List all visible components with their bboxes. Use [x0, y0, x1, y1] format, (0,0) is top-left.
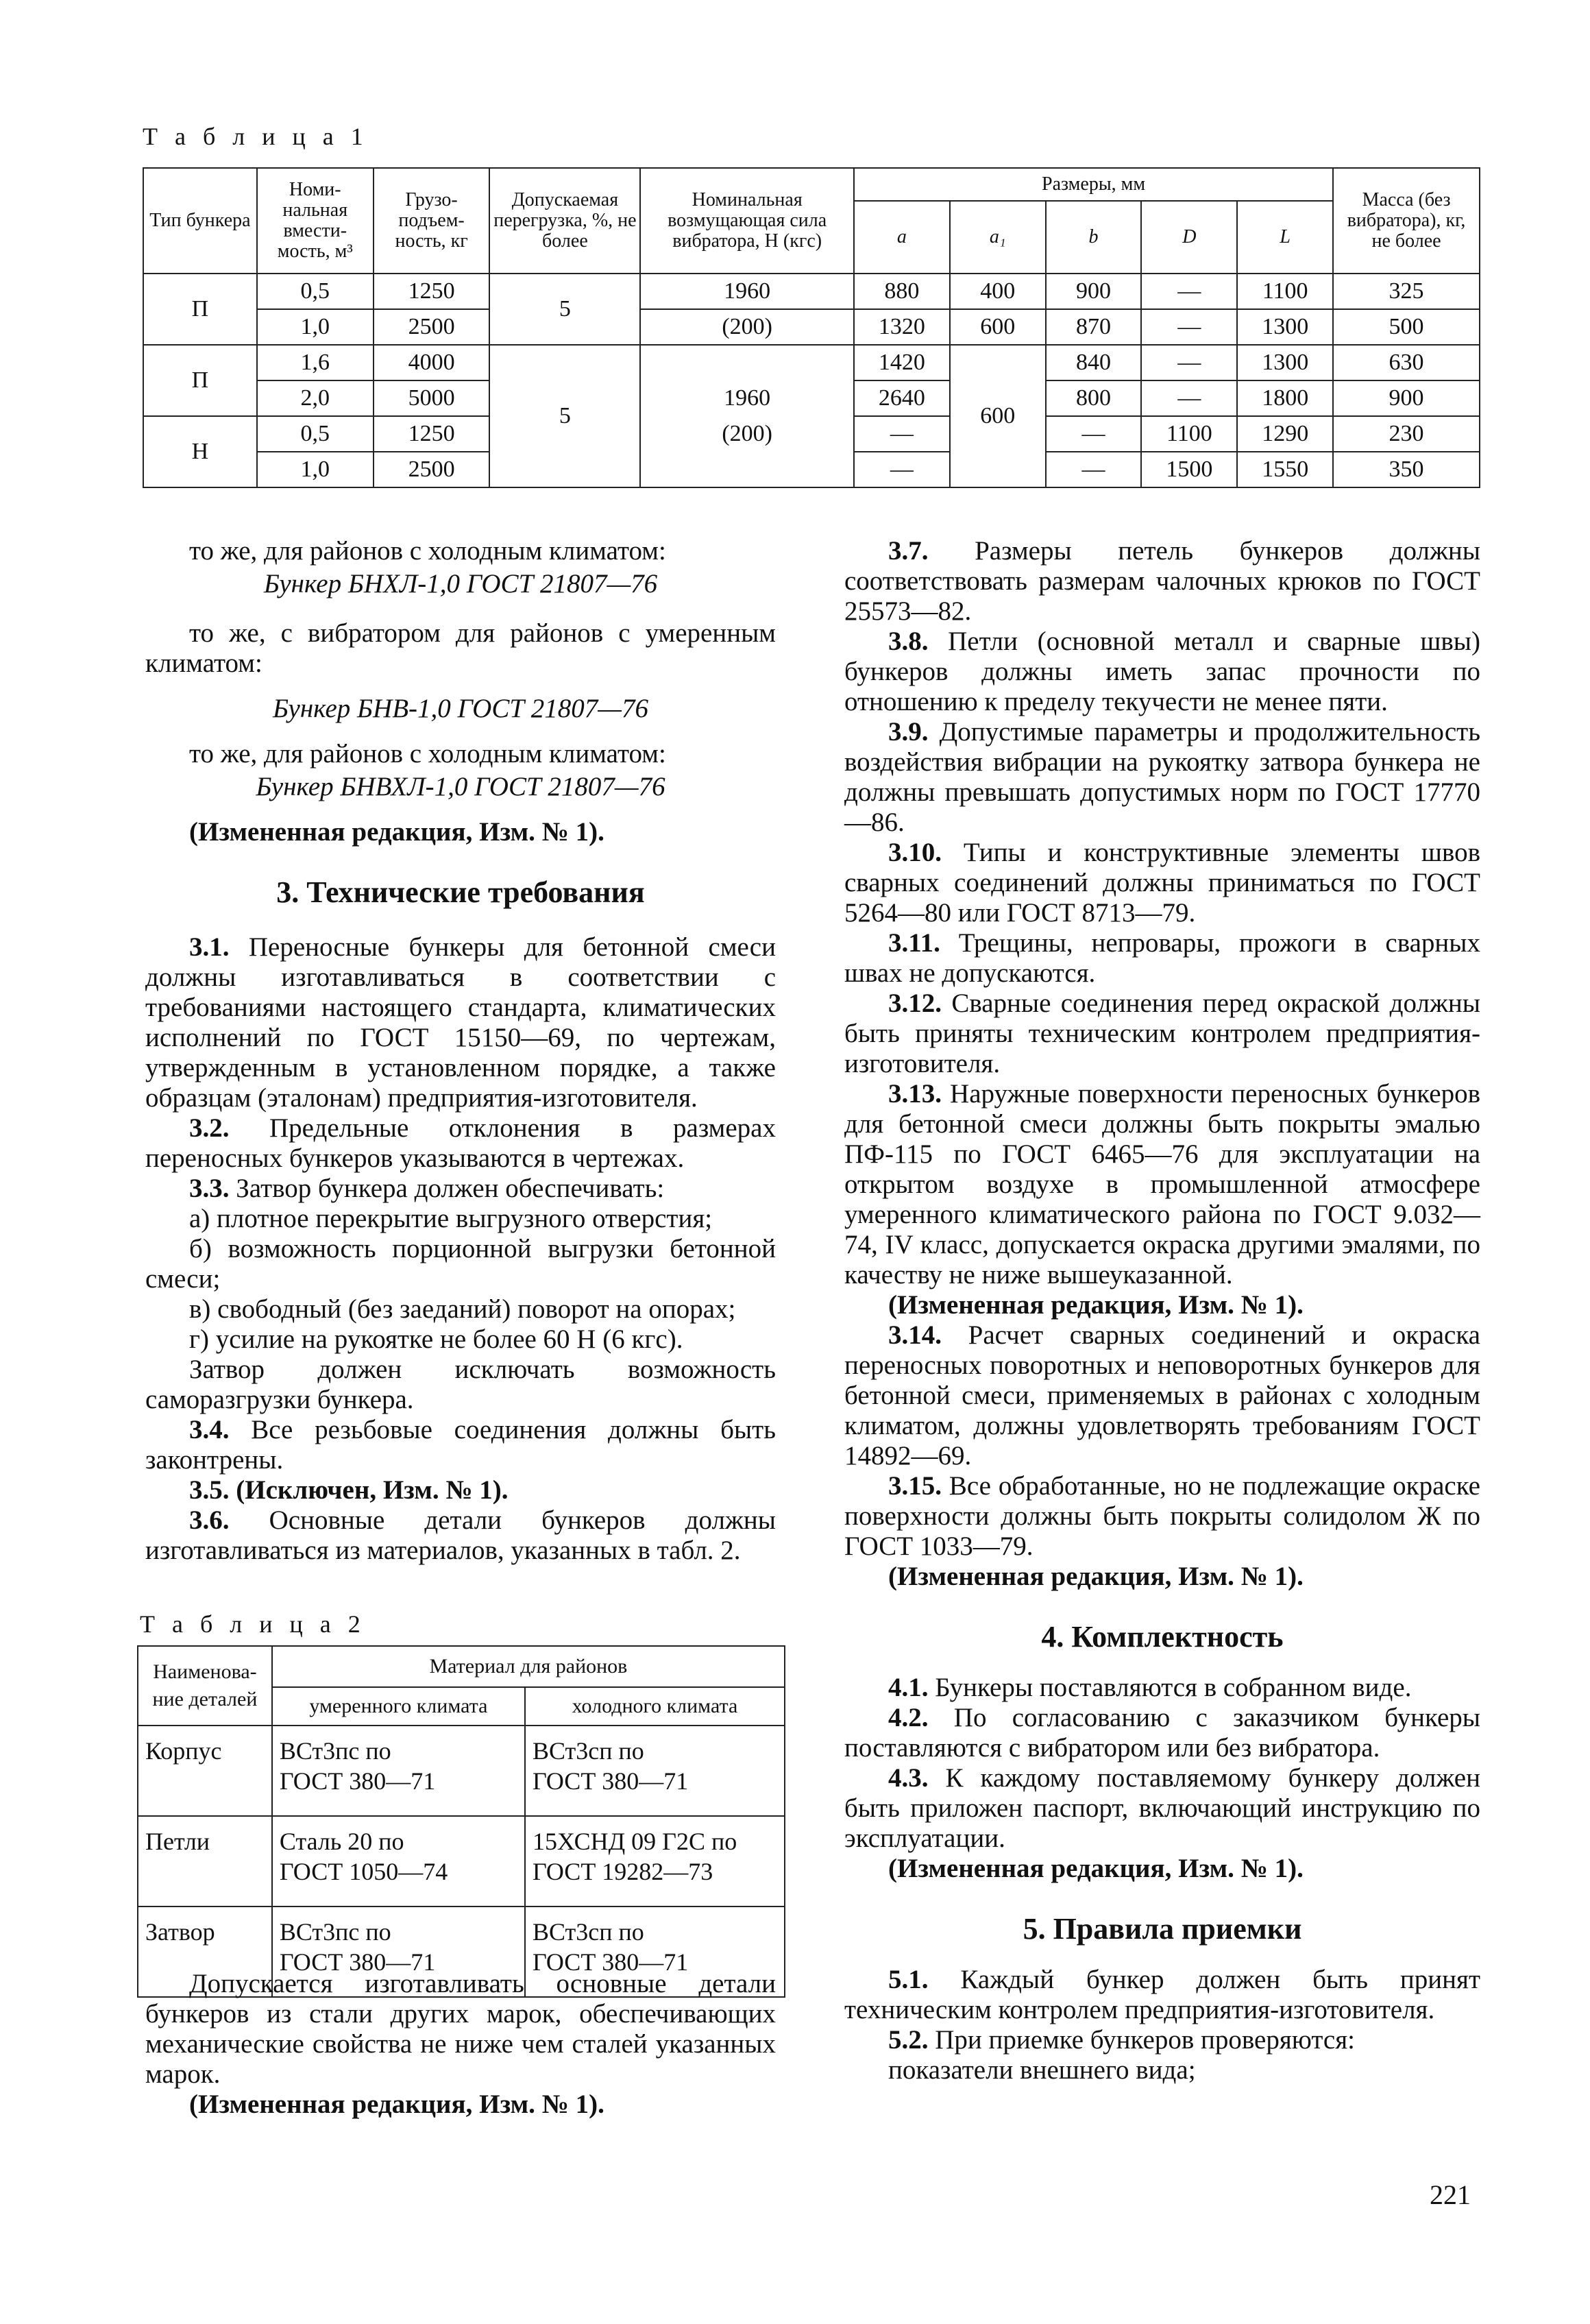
table-row	[143, 274, 1480, 309]
clause-text: По согласованию с заказчиком бункеры поставляются с вибратором или без вибратора.	[844, 1703, 1480, 1763]
a1-cell: 600	[950, 345, 1046, 487]
material-line: ГОСТ 380—71	[532, 1948, 689, 1976]
d-cell: —	[1141, 274, 1237, 309]
mass-cell: 900	[1333, 380, 1480, 416]
clause-number: 4.1.	[888, 1673, 929, 1702]
load-cell: 4000	[374, 345, 490, 380]
list-item: показатели внешнего вида;	[888, 2055, 1196, 2085]
material-line: Сталь 20 по	[279, 1828, 404, 1855]
part-name: Затвор	[138, 1907, 272, 1997]
clause-text: При приемке бункеров проверяются:	[928, 2025, 1356, 2055]
table1-caption: Т а б л и ц а 1	[143, 123, 369, 150]
material-line: ГОСТ 380—71	[532, 1767, 689, 1795]
table-1	[143, 167, 1480, 488]
example-designation: Бункер БНХЛ-1,0 ГОСТ 21807—76	[263, 569, 658, 598]
clause-number: 3.9.	[888, 717, 929, 747]
material-cold	[525, 1816, 785, 1907]
l-cell: 1550	[1237, 452, 1333, 487]
a1-cell: 600	[950, 309, 1046, 345]
b-cell: 900	[1046, 274, 1142, 309]
header-type: Тип бункера	[143, 168, 257, 274]
excluded-clause: 3.5. (Исключен, Изм. № 1).	[189, 1475, 509, 1505]
paragraph	[844, 717, 1480, 838]
clause-number: 3.14.	[888, 1320, 942, 1350]
material-line: ГОСТ 380—71	[279, 1948, 436, 1976]
load-cell: 2500	[374, 452, 490, 487]
capacity-cell: 1,0	[257, 452, 374, 487]
clause-number: 4.3.	[888, 1763, 929, 1793]
material-moderate	[272, 1726, 525, 1816]
paragraph	[844, 1763, 1480, 1854]
left-column-lower	[145, 1969, 776, 2120]
amendment-note: (Измененная редакция, Изм. № 1).	[888, 1290, 1304, 1320]
capacity-cell: 0,5	[257, 274, 374, 309]
paragraph	[844, 1320, 1480, 1471]
clause-text: Петли (основной металл и сварные швы) бункеров должны иметь запас прочности по отношению к пределу текучести не менее пяти.	[844, 627, 1480, 716]
paragraph: то же, с вибратором для районов с умеренным климатом:	[145, 618, 776, 678]
right-column	[844, 536, 1480, 2085]
a1-cell: 400	[950, 274, 1046, 309]
b-cell: —	[1046, 416, 1142, 452]
paragraph	[844, 1471, 1480, 1562]
header-overload: Допускаемая перегрузка, %, не более	[489, 168, 640, 274]
header-capacity: Номи-нальная вмести-мость, м³	[257, 168, 374, 274]
material-cold	[525, 1726, 785, 1816]
material-line: ВСт3пс по	[279, 1737, 391, 1765]
material-line: 15ХСНД 09 Г2С по	[532, 1828, 737, 1855]
paragraph	[145, 1415, 776, 1475]
paragraph	[844, 2025, 1480, 2055]
paragraph	[844, 928, 1480, 989]
clause-number: 3.2.	[189, 1113, 230, 1143]
header-l: L	[1237, 201, 1333, 274]
paragraph	[844, 989, 1480, 1079]
clause-text: Допустимые параметры и продолжительность воздействия вибрации на рукоятку затвора бункера не должны превышать допустимых норм по ГОСТ 17770—86.	[844, 717, 1480, 837]
clause-number: 3.10.	[888, 838, 942, 867]
mass-cell: 230	[1333, 416, 1480, 452]
paragraph	[844, 627, 1480, 717]
header-moderate: умеренного климата	[272, 1687, 525, 1726]
paragraph: Затвор должен исключать возможность саморазгрузки бункера.	[145, 1355, 776, 1414]
type-cell: Н	[143, 416, 257, 487]
d-cell: —	[1141, 309, 1237, 345]
clause-number: 5.1.	[888, 1965, 929, 1994]
l-cell: 1290	[1237, 416, 1333, 452]
part-name: Корпус	[138, 1726, 272, 1816]
paragraph	[145, 1174, 776, 1204]
table-2	[137, 1645, 785, 1998]
clause-text: Типы и конструктивные элементы швов сварных соединений должны приниматься по ГОСТ 5264—80 или ГОСТ 8713—79.	[844, 838, 1480, 928]
force-kgs: (200)	[722, 421, 772, 446]
clause-number: 3.1.	[189, 932, 230, 962]
clause-text: Размеры петель бункеров должны соответствовать размерам чалочных крюков по ГОСТ 25573—82.	[844, 536, 1480, 626]
force-cell	[640, 345, 854, 487]
clause-text: Бункеры поставляются в собранном виде.	[928, 1673, 1412, 1702]
clause-text: Трещины, непровары, прожоги в сварных швах не допускаются.	[844, 928, 1480, 988]
clause-number: 3.12.	[888, 989, 942, 1018]
section-heading: 5. Правила приемки	[1023, 1912, 1302, 1946]
l-cell: 1100	[1237, 274, 1333, 309]
capacity-cell: 1,6	[257, 345, 374, 380]
paragraph: Допускается изготавливать основные детали бункеров из стали других марок, обеспечивающих механические свойства не ниже чем сталей указанных марок.	[145, 1969, 776, 2089]
material-line: ВСт3сп по	[532, 1737, 644, 1765]
list-item: в) свободный (без заеданий) поворот на опорах;	[189, 1294, 736, 1324]
paragraph	[844, 536, 1480, 627]
overload-cell: 5	[489, 274, 640, 345]
header-a: a	[854, 201, 950, 274]
mass-cell: 325	[1333, 274, 1480, 309]
header-d: D	[1141, 201, 1237, 274]
paragraph	[844, 1079, 1480, 1290]
force-cell: (200)	[640, 309, 854, 345]
clause-text: Все обработанные, но не подлежащие окраске поверхности должны быть покрыты солидолом Ж по ГОСТ 1033—79.	[844, 1471, 1480, 1561]
d-cell: —	[1141, 345, 1237, 380]
capacity-cell: 1,0	[257, 309, 374, 345]
load-cell: 1250	[374, 416, 490, 452]
material-line: ГОСТ 1050—74	[279, 1858, 448, 1885]
part-name: Петли	[138, 1816, 272, 1907]
left-column-upper	[145, 536, 776, 1566]
list-item: г) усилие на рукоятке не более 60 Н (6 кгс).	[189, 1324, 683, 1354]
table-row	[138, 1726, 785, 1816]
clause-text: Затвор бункера должен обеспечивать:	[229, 1174, 665, 1203]
header-b: b	[1046, 201, 1142, 274]
clause-number: 3.15.	[888, 1471, 942, 1501]
clause-text: Сварные соединения перед окраской должны быть приняты техническим контролем предприятия-изготовителя.	[844, 989, 1480, 1078]
material-line: ГОСТ 19282—73	[532, 1858, 713, 1885]
d-cell: 1100	[1141, 416, 1237, 452]
a-cell: 1320	[854, 309, 950, 345]
mass-cell: 350	[1333, 452, 1480, 487]
clause-number: 3.3.	[189, 1174, 230, 1203]
clause-number: 3.8.	[888, 627, 929, 656]
clause-number: 3.6.	[189, 1505, 230, 1535]
clause-text: Предельные отклонения в размерах переносных бункеров указываются в чертежах.	[145, 1113, 776, 1173]
amendment-note: (Измененная редакция, Изм. № 1).	[888, 1562, 1304, 1591]
header-cold: холодного климата	[525, 1687, 785, 1726]
clause-number: 3.7.	[888, 536, 929, 566]
l-cell: 1800	[1237, 380, 1333, 416]
header-force: Номинальная возмущающая сила вибратора, Н (кгс)	[640, 168, 854, 274]
header-name: Наименова-ние деталей	[138, 1646, 272, 1726]
load-cell: 2500	[374, 309, 490, 345]
clause-text: Расчет сварных соединений и окраска переносных поворотных и неповоротных бункеров для бетонной смеси, применяемых в районах с холодным климатом, должны удовлетворять требованиям ГОСТ 14892—69.	[844, 1320, 1480, 1470]
paragraph	[844, 838, 1480, 928]
material-line: ВСт3сп по	[532, 1918, 644, 1946]
force-cell: 1960	[640, 274, 854, 309]
a-cell: 1420	[854, 345, 950, 380]
clause-text: Наружные поверхности переносных бункеров для бетонной смеси должны быть покрыты эмалью ПФ-115 по ГОСТ 6465—76 для эксплуатации на открытом воздухе в промышленной атмосфере умеренного климатического района по ГОСТ 9.032—74, IV класс, допускается окраска другими эмалями, по качеству не ниже вышеуказанной.	[844, 1079, 1480, 1290]
header-material: Материал для районов	[272, 1646, 785, 1687]
paragraph	[844, 1703, 1480, 1763]
table2-caption: Т а б л и ц а 2	[140, 1610, 366, 1638]
table-row	[143, 309, 1480, 345]
clause-text: К каждому поставляемому бункеру должен быть приложен паспорт, включающий инструкцию по эксплуатации.	[844, 1763, 1480, 1853]
header-mass: Масса (без вибратора), кг, не более	[1333, 168, 1480, 274]
material-moderate	[272, 1816, 525, 1907]
header-a1: a₁	[950, 201, 1046, 274]
mass-cell: 500	[1333, 309, 1480, 345]
paragraph: то же, для районов с холодным климатом:	[189, 739, 666, 768]
d-cell: —	[1141, 380, 1237, 416]
section-heading: 3. Технические требования	[276, 875, 645, 909]
section-heading: 4. Комплектность	[1041, 1620, 1284, 1654]
b-cell: 870	[1046, 309, 1142, 345]
material-line: ГОСТ 380—71	[279, 1767, 436, 1795]
material-line: ВСт3пс по	[279, 1918, 391, 1946]
amendment-note: (Измененная редакция, Изм. № 1).	[189, 817, 604, 847]
b-cell: 840	[1046, 345, 1142, 380]
capacity-cell: 2,0	[257, 380, 374, 416]
a-cell: —	[854, 416, 950, 452]
b-cell: —	[1046, 452, 1142, 487]
clause-text: Основные детали бункеров должны изготавливаться из материалов, указанных в табл. 2.	[145, 1505, 776, 1565]
force-n: 1960	[724, 385, 771, 411]
clause-text: Все резьбовые соединения должны быть законтрены.	[145, 1415, 776, 1475]
clause-text: Каждый бункер должен быть принят техническим контролем предприятия-изготовителя.	[844, 1965, 1480, 2024]
type-cell: П	[143, 345, 257, 416]
l-cell: 1300	[1237, 309, 1333, 345]
example-designation: Бункер БНВ-1,0 ГОСТ 21807—76	[273, 694, 648, 723]
paragraph	[145, 1505, 776, 1566]
paragraph	[145, 932, 776, 1113]
a-cell: 880	[854, 274, 950, 309]
d-cell: 1500	[1141, 452, 1237, 487]
amendment-note: (Измененная редакция, Изм. № 1).	[189, 2090, 604, 2119]
paragraph: то же, для районов с холодным климатом:	[189, 536, 666, 566]
header-load: Грузо-подъем-ность, кг	[374, 168, 490, 274]
type-cell: П	[143, 274, 257, 345]
a-cell: —	[854, 452, 950, 487]
capacity-cell: 0,5	[257, 416, 374, 452]
table-row	[138, 1816, 785, 1907]
clause-number: 4.2.	[888, 1703, 929, 1732]
amendment-note: (Измененная редакция, Изм. № 1).	[888, 1854, 1304, 1883]
paragraph	[145, 1113, 776, 1174]
header-sizes: Размеры, мм	[854, 168, 1333, 201]
b-cell: 800	[1046, 380, 1142, 416]
example-designation: Бункер БНВХЛ-1,0 ГОСТ 21807—76	[256, 772, 665, 801]
a-cell: 2640	[854, 380, 950, 416]
list-item: б) возможность порционной выгрузки бетонной смеси;	[145, 1234, 776, 1294]
overload-cell: 5	[489, 345, 640, 487]
load-cell: 5000	[374, 380, 490, 416]
l-cell: 1300	[1237, 345, 1333, 380]
page-number: 221	[1430, 2179, 1471, 2210]
clause-number: 3.4.	[189, 1415, 230, 1444]
paragraph	[844, 1673, 1480, 1703]
mass-cell: 630	[1333, 345, 1480, 380]
clause-number: 5.2.	[888, 2025, 929, 2055]
clause-number: 3.13.	[888, 1079, 942, 1109]
load-cell: 1250	[374, 274, 490, 309]
table-row	[143, 345, 1480, 380]
list-item: а) плотное перекрытие выгрузного отверстия;	[189, 1204, 713, 1233]
clause-text: Переносные бункеры для бетонной смеси должны изготавливаться в соответствии с требованиями настоящего стандарта, климатических исполнений по ГОСТ 15150—69, по чертежам, утвержденным в установленном порядке, а также образцам (эталонам) предприятия-изготовителя.	[145, 932, 776, 1113]
clause-number: 3.11.	[888, 928, 940, 958]
paragraph	[844, 1965, 1480, 2025]
